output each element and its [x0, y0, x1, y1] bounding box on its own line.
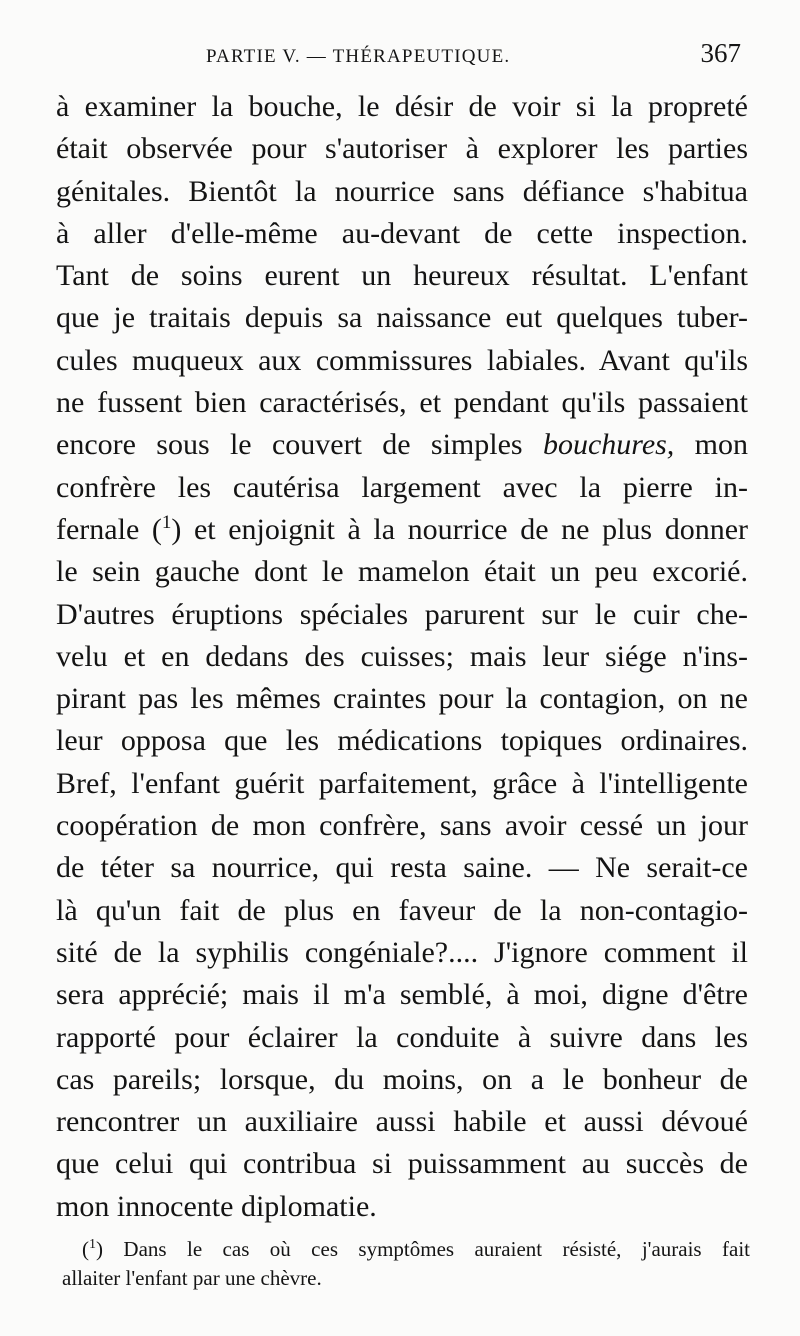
text-line: cules muqueux aux commissures labiales. Avant qu'ils	[56, 343, 748, 377]
text-line: sera apprécié; mais il m'a semblé, à moi, digne d'être	[56, 978, 748, 1012]
text-line: que celui qui contribua si puissamment au succès de	[56, 1147, 748, 1181]
text-line: ne fussent bien caractérisés, et pendant qu'ils passaient	[56, 386, 748, 420]
footnote-paren: (	[82, 1237, 89, 1261]
body-text	[56, 86, 748, 1228]
text-line: génitales. Bientôt la nourrice sans défiance s'habitua	[56, 174, 748, 208]
footnote-text: Dans le cas où ces symptômes auraient résisté, j'aurais fait	[103, 1237, 750, 1261]
footnote-line	[62, 1235, 750, 1264]
footnote-reference[interactable]: 1	[161, 511, 172, 533]
running-title: PARTIE V. — THÉRAPEUTIQUE.	[206, 46, 511, 67]
text-line: coopération de mon confrère, sans avoir cessé un jour	[56, 809, 748, 843]
page-number: 367	[700, 38, 741, 68]
text-line: rapporté pour éclairer la conduite à suivre dans les	[56, 1020, 748, 1054]
text-line: confrère les cautérisa largement avec la pierre in-	[56, 470, 748, 504]
text-line: mon innocente diplomatie.	[56, 1189, 377, 1223]
text-line: rencontrer un auxiliaire aussi habile et aussi dévoué	[56, 1105, 748, 1139]
text-line: que je traitais depuis sa naissance eut quelques tuber-	[56, 301, 748, 335]
text-line	[56, 509, 748, 551]
footnote-line: allaiter l'enfant par une chèvre.	[62, 1266, 322, 1290]
text-line: leur opposa que les médications topiques ordinaires.	[56, 724, 748, 758]
italic-word: bouchures,	[542, 428, 675, 462]
text-line: le sein gauche dont le mamelon était un peu excorié.	[56, 555, 748, 589]
text-segment: ) et enjoignit à la nourrice de ne plus donner	[171, 512, 748, 546]
text-line: là qu'un fait de plus en faveur de la non-contagio-	[56, 893, 748, 927]
text-segment: mon	[674, 428, 748, 462]
text-segment: fernale (	[56, 512, 162, 546]
text-line: Bref, l'enfant guérit parfaitement, grâce à l'intelligente	[56, 766, 748, 800]
running-head	[200, 36, 745, 80]
text-line: sité de la syphilis congéniale?.... J'ignore comment il	[56, 935, 748, 969]
text-line	[56, 424, 748, 466]
text-line: à examiner la bouche, le désir de voir si la propreté	[56, 90, 748, 123]
text-line: velu et en dedans des cuisses; mais leur siége n'ins-	[56, 639, 748, 673]
text-line: Tant de soins eurent un heureux résultat. L'enfant	[56, 259, 748, 293]
text-line: D'autres éruptions spéciales parurent sur le cuir che-	[56, 597, 748, 631]
text-line: cas pareils; lorsque, du moins, on a le bonheur de	[56, 1062, 748, 1096]
text-line: était observée pour s'autoriser à explorer les parties	[56, 132, 748, 166]
footnote-marker: 1	[89, 1237, 96, 1252]
text-line: pirant pas les mêmes craintes pour la contagion, on ne	[56, 682, 748, 716]
text-line: de téter sa nourrice, qui resta saine. — Ne serait-ce	[56, 851, 748, 885]
footnote-paren: )	[96, 1237, 103, 1261]
text-line: à aller d'elle-même au-devant de cette inspection.	[56, 216, 748, 250]
text-segment: encore sous le couvert de simples	[56, 428, 543, 462]
footnote	[62, 1235, 750, 1293]
